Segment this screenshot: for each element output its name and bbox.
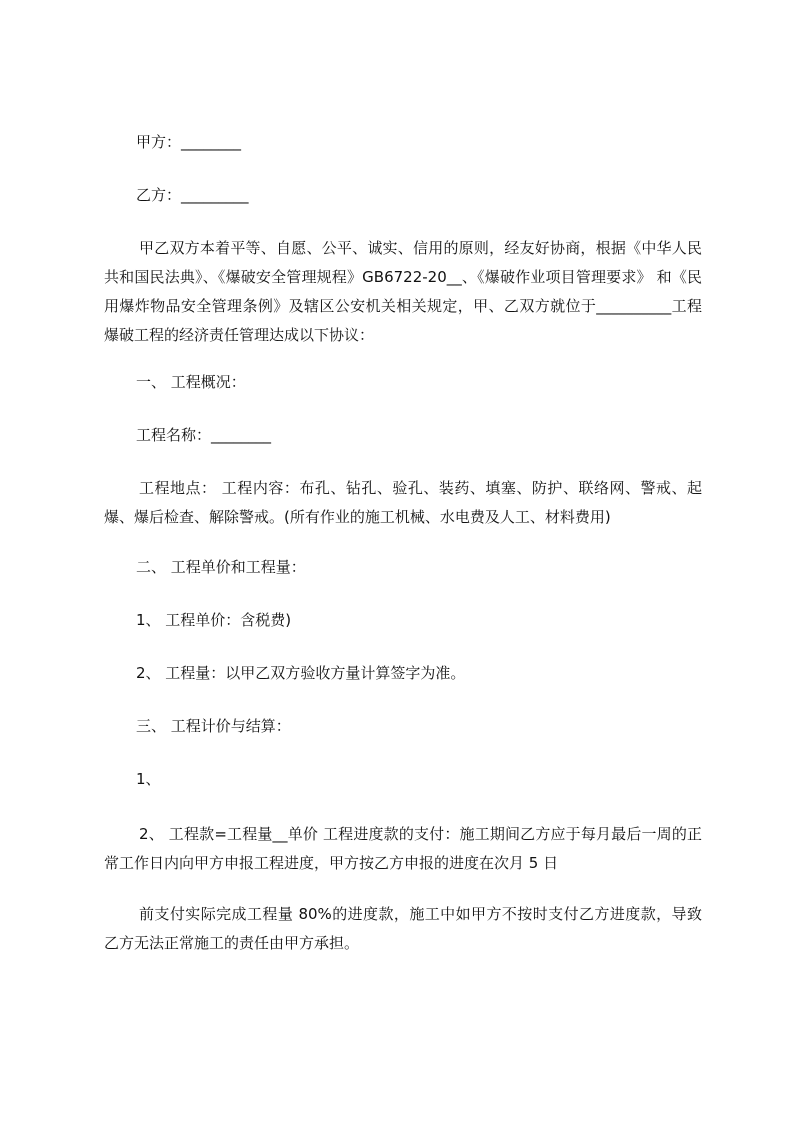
party-a-line: 甲方：________	[136, 133, 242, 151]
unit-price-item: 1、 工程单价：含税费)	[136, 611, 292, 629]
progress-payment-paragraph: 前支付实际完成工程量 80%的进度款，施工中如甲方不按时支付乙方进度款，导致乙方无法正常施工的责任由甲方承担。	[104, 905, 702, 952]
section-1-heading: 一、 工程概况：	[136, 373, 246, 391]
section-2-heading: 二、 工程单价和工程量：	[136, 558, 306, 576]
party-b-line: 乙方：_________	[136, 186, 249, 204]
settlement-item-1: 1、	[136, 770, 161, 788]
quantity-item: 2、 工程量：以甲乙双方验收方量计算签字为准。	[136, 664, 466, 682]
project-name-line: 工程名称：________	[136, 426, 272, 444]
section-3-heading: 三、 工程计价与结算：	[136, 717, 291, 735]
project-location-content-paragraph: 工程地点： 工程内容：布孔、钻孔、验孔、装药、填塞、防护、联络网、警戒、起爆、爆后检查、解除警戒。(所有作业的施工机械、水电费及人工、材料费用)	[104, 479, 702, 526]
settlement-item-2-paragraph: 2、 工程款=工程量__单价 工程进度款的支付：施工期间乙方应于每月最后一周的正常工作日内向甲方申报工程进度，甲方按乙方申报的进度在次月 5 日	[104, 825, 702, 872]
intro-paragraph: 甲乙双方本着平等、自愿、公平、诚实、信用的原则，经友好协商，根据《中华人民共和国民法典》、《爆破安全管理规程》GB6722-20__、《爆破作业项目管理要求》 和《民用爆炸物品安全管理条例》及辖区公安机关相关规定，甲、乙双方就位于__________工程 爆破工程的经济责任管理达成以下协议：	[104, 239, 702, 344]
